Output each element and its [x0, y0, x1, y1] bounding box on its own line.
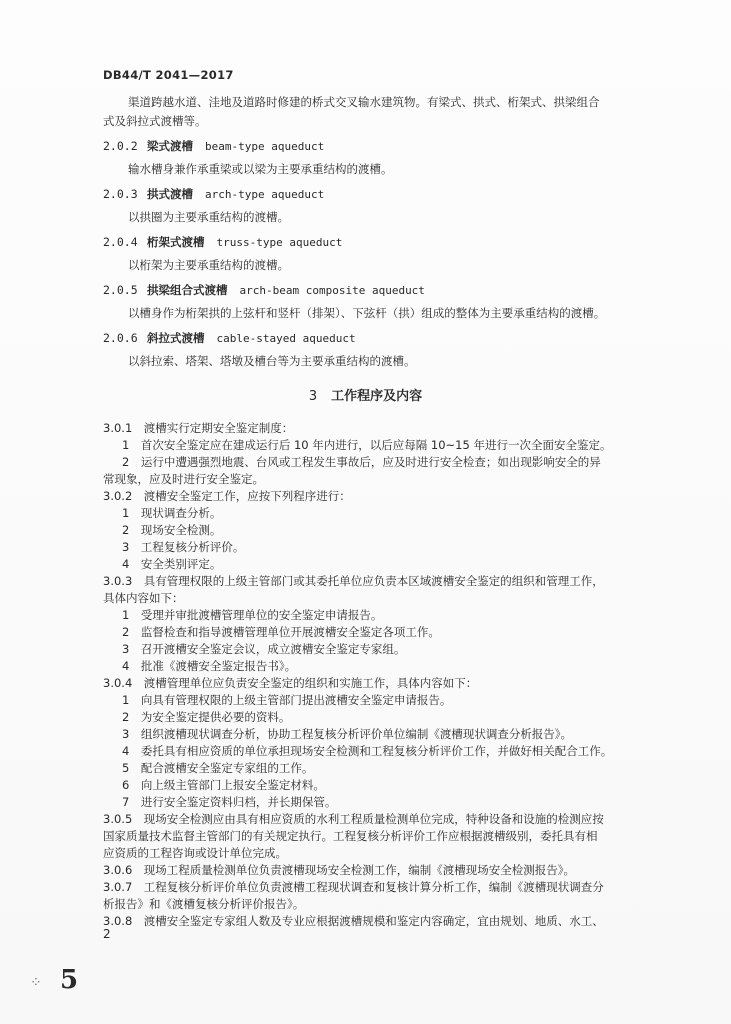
chapter-title: 工作程序及内容 [331, 389, 423, 404]
term-en: truss-type aqueduct [216, 236, 343, 249]
definition-text: 以桁架为主要承重结构的渡槽。 [128, 258, 289, 272]
clause-item: 2 运行中遭遇强烈地震、台风或工程发生事故后，应及时进行安全检查；如出现影响安全的异 [122, 455, 601, 469]
clause-item: 3 组织渡槽现状调查分析，协助工程复核分析评价单位编制《渡槽现状调查分析报告》。 [122, 727, 573, 741]
section-number: 2.0.3 [103, 187, 138, 201]
clause-line: 3.0.2 渡槽安全鉴定工作，应按下列程序进行： [103, 489, 351, 503]
clause-item: 2 现场安全检测。 [122, 523, 222, 537]
clause-item: 1 现状调查分析。 [122, 506, 222, 520]
clause-line: 3.0.6 现场工程质量检测单位负责渡槽现场安全检测工作，编制《渡槽现场安全检测报告》。 [103, 863, 576, 877]
clause-item: 6 向上级主管部门上报安全鉴定材料。 [122, 778, 325, 792]
section-number: 2.0.6 [103, 331, 138, 345]
document-code-header: DB44/T 2041—2017 [103, 68, 234, 82]
term-zh: 拱梁组合式渡槽 [147, 283, 228, 297]
chapter-heading [0, 385, 731, 404]
term-en: beam-type aqueduct [205, 140, 325, 153]
term-zh: 桁架式渡槽 [147, 235, 205, 249]
clause-item: 2 监督检查和指导渡槽管理单位开展渡槽安全鉴定各项工作。 [122, 625, 440, 639]
scan-page-number: 5 [60, 965, 79, 995]
intro-line: 式及斜拉式渡槽等。 [103, 114, 207, 128]
definition-text: 以拱圈为主要承重结构的渡槽。 [128, 210, 289, 224]
clause-item: 3 工程复核分析评价。 [122, 540, 245, 554]
term-en: cable-stayed aqueduct [216, 332, 356, 345]
section-number: 2.0.2 [103, 139, 138, 153]
definition-text: 以槽身作为桁架拱的上弦杆和竖杆（排架）、下弦杆（拱）组成的整体为主要承重结构的渡槽。 [128, 306, 606, 320]
clause-line: 具体内容如下： [103, 591, 184, 605]
term-zh: 梁式渡槽 [147, 139, 193, 153]
term-zh: 斜拉式渡槽 [147, 331, 205, 345]
clause-line: 3.0.5 现场安全检测应由具有相应资质的水利工程质量检测单位完成，特种设备和设施的检测应按 [103, 812, 604, 826]
definition-heading [103, 330, 663, 347]
definition-text: 以斜拉索、塔架、塔墩及槽台等为主要承重结构的渡槽。 [128, 354, 416, 368]
section-number: 2.0.5 [103, 283, 138, 297]
clause-item: 4 批准《渡槽安全鉴定报告书》。 [122, 659, 297, 673]
clause-item: 4 委托具有相应资质的单位承担现场安全检测和工程复核分析评价工作，并做好相关配合工作。 [122, 744, 613, 758]
term-en: arch-type aqueduct [205, 188, 325, 201]
term-zh: 拱式渡槽 [147, 187, 193, 201]
clause-item: 3 召开渡槽安全鉴定会议，成立渡槽安全鉴定专家组。 [122, 642, 406, 656]
clause-line: 3.0.3 具有管理权限的上级主管部门或其委托单位应负责本区域渡槽安全鉴定的组织和管理工作， [103, 574, 604, 588]
clause-line: 3.0.4 渡槽管理单位应负责安全鉴定的组织和实施工作，具体内容如下： [103, 676, 478, 690]
clause-line: 3.0.7 工程复核分析评价单位负责渡槽工程现状调查和复核计算分析工作，编制《渡槽现状调查分 [103, 880, 604, 894]
chapter-number: 3 [308, 389, 318, 404]
clause-item: 2 为安全鉴定提供必要的资料。 [122, 710, 291, 724]
clause-line: 3.0.1 渡槽实行定期安全鉴定制度： [103, 421, 294, 435]
clause-line: 析报告》和《渡槽复核分析评价报告》。 [103, 897, 305, 911]
clause-item: 1 向具有管理权限的上级主管部门提出渡槽安全鉴定申请报告。 [122, 693, 452, 707]
page-number: 2 [103, 927, 111, 941]
clause-line: 国家质量技术监督主管部门的有关规定执行。工程复核分析评价工作应根据渡槽级别，委托具有相 [103, 829, 598, 843]
definition-heading [103, 138, 663, 155]
clause-line: 3.0.8 渡槽安全鉴定专家组人数及专业应根据渡槽规模和鉴定内容确定，宜由规划、地质、水工、 [103, 914, 604, 928]
clause-item: 4 安全类别评定。 [122, 557, 222, 571]
definition-heading [103, 186, 663, 203]
definition-text: 输水槽身兼作承重梁或以梁为主要承重结构的渡槽。 [128, 162, 393, 176]
scan-mark-icon: ⁘ [30, 975, 42, 991]
clause-line: 常现象，应及时进行安全鉴定。 [103, 472, 264, 486]
clause-line: 应资质的工程咨询或设计单位完成。 [103, 846, 287, 860]
definition-heading [103, 234, 663, 251]
clause-item: 1 首次安全鉴定应在建成运行后 10 年内进行，以后应每隔 10~15 年进行一次全面安全鉴定。 [122, 438, 612, 452]
section-number: 2.0.4 [103, 235, 138, 249]
intro-line: 渠道跨越水道、洼地及道路时修建的桥式交叉输水建筑物。有梁式、拱式、桁架式、拱梁组合 [128, 95, 600, 109]
definition-heading [103, 282, 663, 299]
term-en: arch-beam composite aqueduct [239, 284, 425, 297]
clause-item: 7 进行安全鉴定资料归档，并长期保管。 [122, 795, 337, 809]
clause-item: 1 受理并审批渡槽管理单位的安全鉴定申请报告。 [122, 608, 383, 622]
clause-item: 5 配合渡槽安全鉴定专家组的工作。 [122, 761, 314, 775]
